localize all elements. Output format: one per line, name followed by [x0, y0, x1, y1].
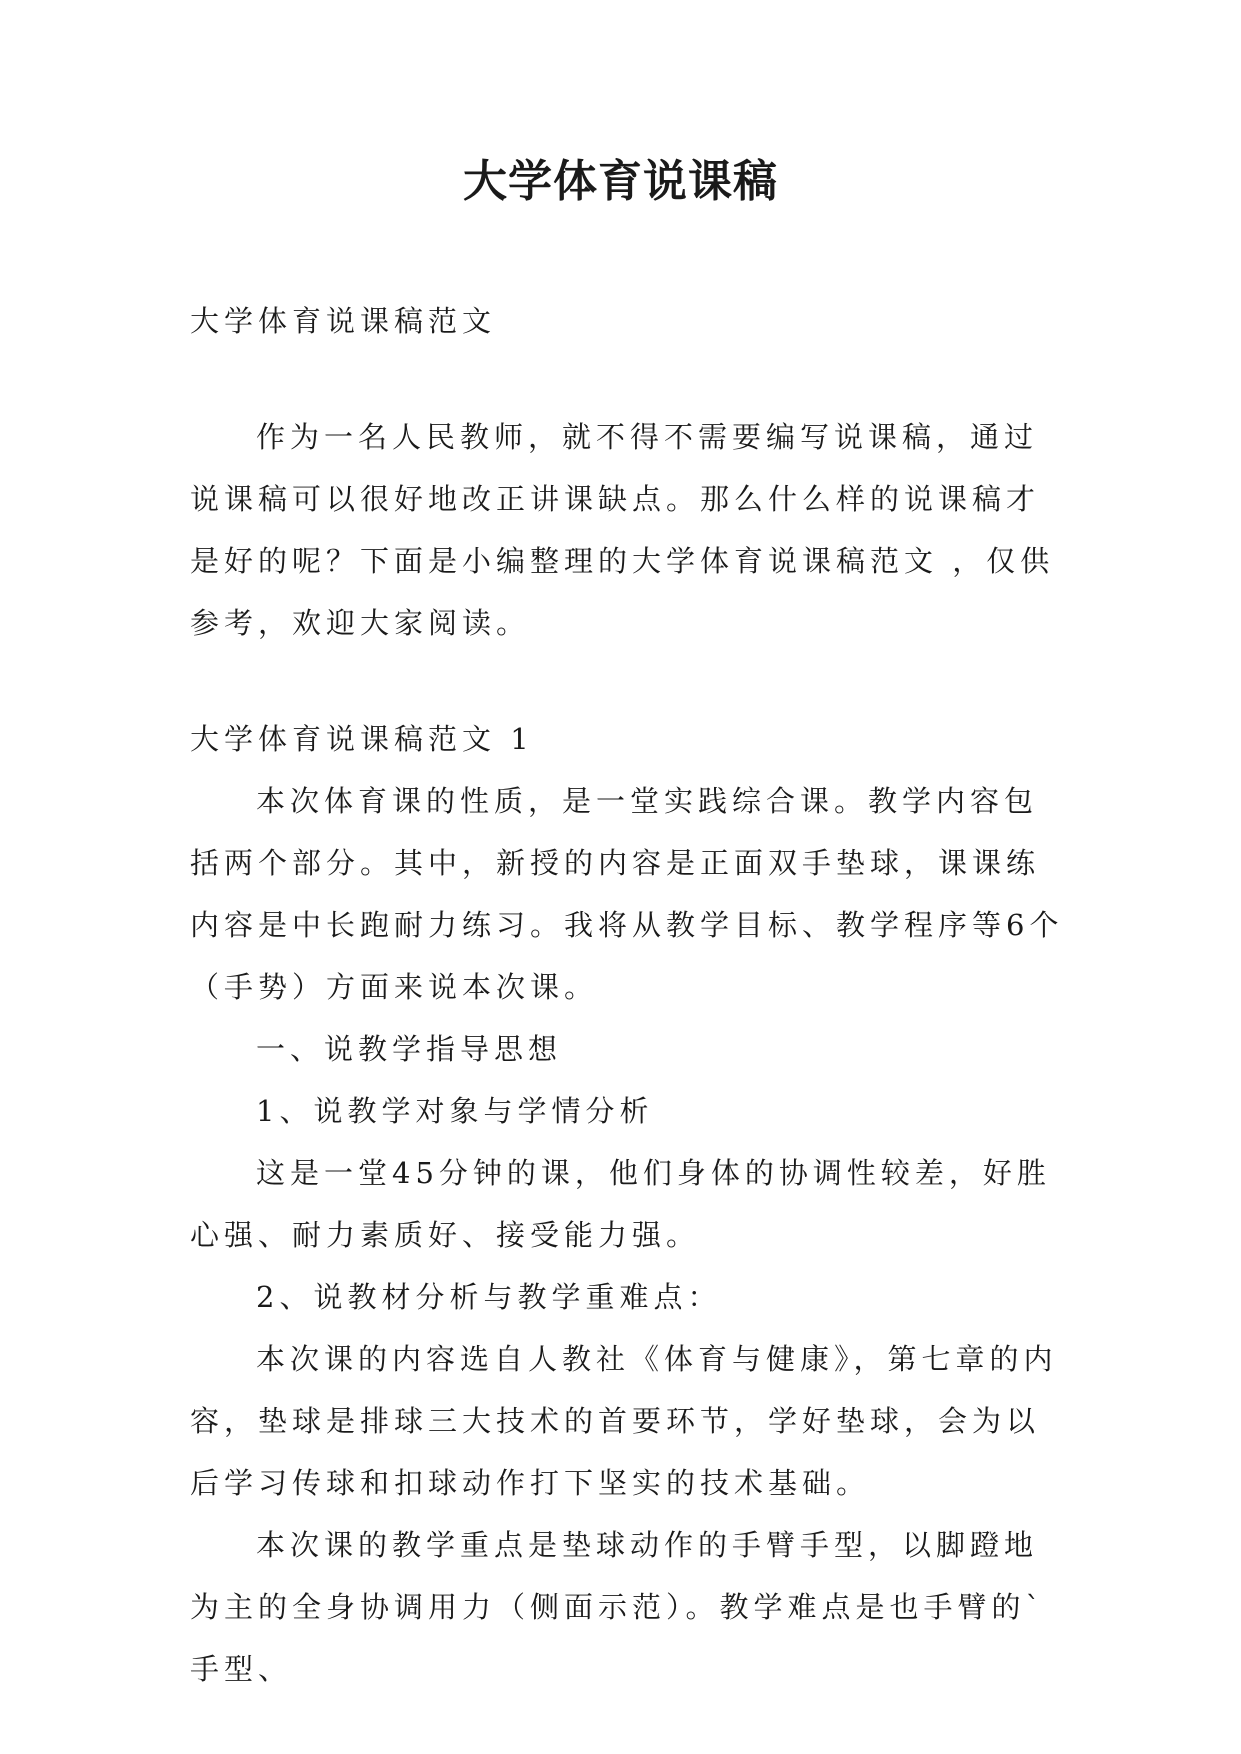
body-paragraph: 2、说教材分析与教学重难点： — [256, 1280, 722, 1314]
document-title: 大学体育说课稿 — [463, 156, 778, 207]
document-subtitle: 大学体育说课稿范文 — [190, 304, 497, 338]
spacer — [190, 352, 1070, 406]
body-paragraph: 这是一堂45分钟的课，他们身体的协调性较差，好胜心强、耐力素质好、接受能力强。 — [190, 1156, 1051, 1252]
body-paragraph: 本次体育课的性质，是一堂实践综合课。教学内容包括两个部分。其中，新授的内容是正面双手垫球，课课练内容是中长跑耐力练习。我将从教学目标、教学程序等6个（手势）方面来说本次课。 — [190, 784, 1064, 1004]
spacer — [190, 654, 1070, 708]
body-paragraph: 本次课的内容选自人教社《体育与健康》，第七章的内容，垫球是排球三大技术的首要环节，学好垫球，会为以后学习传球和扣球动作打下坚实的技术基础。 — [190, 1342, 1058, 1500]
intro-paragraph: 作为一名人民教师，就不得不需要编写说课稿，通过说课稿可以很好地改正讲课缺点。那么什么样的说课稿才是好的呢？下面是小编整理的大学体育说课稿范文 ，仅供参考，欢迎大家阅读。 — [190, 420, 1055, 640]
document-body — [190, 290, 1070, 1700]
body-paragraph: 1、说教学对象与学情分析 — [256, 1094, 654, 1128]
body-paragraph: 一、说教学指导思想 — [256, 1032, 563, 1066]
body-paragraph: 本次课的教学重点是垫球动作的手臂手型，以脚蹬地为主的全身协调用力（侧面示范）。教学难点是也手臂的`手型、 — [190, 1528, 1046, 1686]
section-heading: 大学体育说课稿范文 1 — [190, 722, 534, 756]
